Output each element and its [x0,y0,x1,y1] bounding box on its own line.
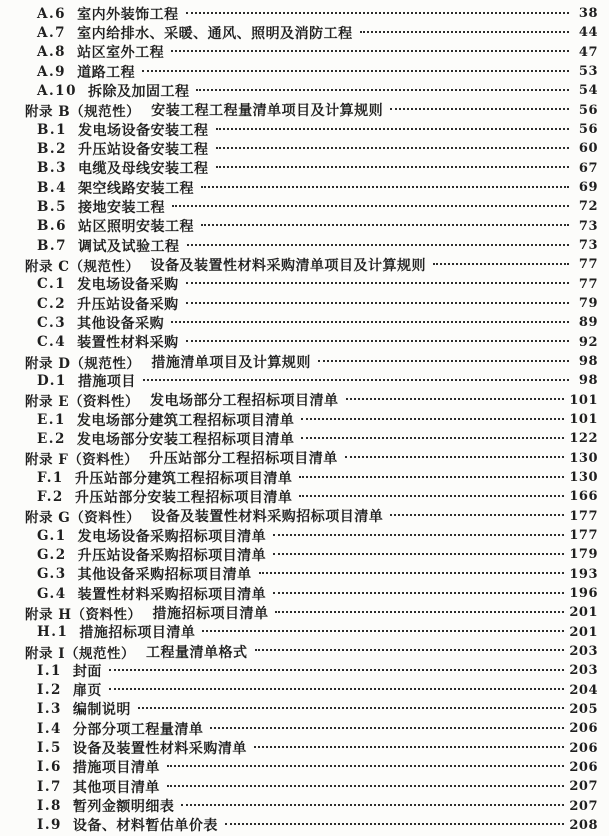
toc-entry-number: 附录 I（规范性） [25,645,136,662]
toc-entry [0,700,609,719]
toc-entry [0,623,609,642]
toc-entry-page: 122 [569,431,598,447]
toc-entry [0,62,609,81]
toc-entry-title: 发电场部分建筑工程招标项目清单 [76,412,295,429]
toc-entry [0,545,609,564]
toc-entry [0,410,609,429]
dot-leader [187,244,569,246]
toc-entry [0,468,609,487]
dot-leader [273,553,564,555]
toc-entry-page: 77 [578,276,598,292]
toc-entry [0,120,609,139]
dot-leader [138,707,564,709]
toc-entry-page: 205 [569,701,598,717]
toc-entry [0,371,609,390]
toc-entry-number: H.1 [37,624,69,641]
toc-entry-number: B.5 [37,198,68,215]
toc-entry-title: 架空线路安装工程 [78,180,195,197]
toc-entry-page: 89 [578,315,598,331]
toc-entry [0,738,609,757]
toc-entry-title: 措施招标项目清单 [79,625,196,642]
toc-entry [0,777,609,796]
toc-entry-number: G.3 [37,566,67,583]
toc-entry-number: I.8 [37,798,62,815]
dot-leader [181,804,564,806]
dot-leader [390,108,569,110]
toc-entry [0,139,609,158]
toc-entry-number: G.1 [37,527,67,544]
toc-entry [0,526,609,545]
dot-leader [433,263,569,265]
toc-entry-number: A.8 [37,44,67,61]
toc-entry [0,294,609,313]
toc-entry-title: 措施清单项目及计算规则 [151,354,311,371]
toc-entry [0,758,609,777]
dot-leader [216,128,569,130]
toc-entry-page: 101 [569,392,598,408]
toc-entry [0,23,609,42]
dot-leader [318,360,569,362]
toc-entry-number: I.7 [37,778,62,795]
toc-entry [0,642,609,661]
toc-entry-number: 附录 D（规范性） [25,355,141,372]
dot-leader [167,765,564,767]
toc-entry [0,487,609,506]
toc-entry-number: 附录 E（资料性） [25,394,139,411]
toc-entry [0,352,609,371]
toc-entry-title: 措施招标项目清单 [152,605,269,622]
toc-entry-page: 206 [569,721,598,737]
toc-entry [0,816,609,835]
toc-entry-number: I.6 [37,759,62,776]
toc-entry-page: 79 [578,296,598,312]
toc-entry-page: 196 [569,586,598,601]
toc-entry-title: 道路工程 [77,64,136,81]
toc-entry-page: 77 [578,257,598,273]
toc-entry-number: B.2 [37,140,68,157]
toc-entry-number: C.2 [37,295,67,312]
toc-entry [0,449,609,468]
dot-leader [172,205,569,207]
dot-leader [171,50,569,52]
toc-entry-title: 安装工程工程量清单项目及计算规则 [151,103,384,120]
toc-entry-page: 69 [578,180,598,196]
toc-entry-title: 编制说明 [72,702,131,719]
toc-entry-page: 207 [569,798,598,814]
toc-entry-number: C.1 [37,276,67,293]
toc-entry-number: A.10 [37,82,77,99]
toc-entry [0,565,609,584]
toc-entry-number: D.1 [37,372,67,389]
toc-entry-page: 47 [578,44,598,60]
toc-entry-number: I.1 [37,662,62,679]
toc-entry-title: 其他设备采购 [77,315,165,332]
toc-entry-number: F.2 [37,488,64,505]
toc-entry-page: 201 [569,624,598,640]
toc-entry-page: 67 [578,160,598,176]
toc-entry-number: G.4 [37,585,67,602]
dot-leader [216,166,569,168]
toc-entry-title: 装置性材料采购招标项目清单 [77,586,267,603]
toc-entry [0,101,609,120]
toc-entry-title: 发电场部分工程招标项目清单 [150,393,339,410]
toc-entry-page: 207 [569,779,598,795]
toc-entry-title: 其他设备采购招标项目清单 [77,567,252,584]
toc-entry-page: 101 [569,412,598,428]
toc-entry-title: 电缆及母线安装工程 [78,161,209,178]
dot-leader [186,282,569,284]
toc-entry-page: 54 [578,83,598,99]
toc-entry-page: 206 [569,740,598,756]
toc-entry-page: 130 [569,450,598,466]
toc-entry-number: 附录 G（资料性） [25,510,141,527]
dot-leader [216,147,569,149]
dot-leader [143,379,569,381]
toc-entry-number: I.2 [37,682,62,699]
dot-leader [275,611,564,613]
dot-leader [390,514,564,516]
toc-entry-page: 166 [569,489,598,505]
toc-entry-title: 暂列金额明细表 [72,799,175,816]
toc-entry [0,680,609,699]
dot-leader [210,727,564,729]
toc-entry-title: 设备及装置性材料采购招标项目清单 [151,509,384,526]
toc-entry [0,43,609,62]
dot-leader [171,321,569,323]
toc-entry-number: I.9 [37,817,62,834]
toc-entry-title: 设备及装置性材料采购清单项目及计算规则 [150,257,426,274]
toc-entry-page: 203 [569,663,598,679]
dot-leader [273,592,564,594]
toc-entry [0,217,609,236]
toc-entry-number: A.7 [37,24,67,41]
toc-entry [0,719,609,738]
toc-entry-number: 附录 B（规范性） [25,104,141,121]
toc-entry [0,275,609,294]
toc-entry-number: B.4 [37,179,68,196]
toc-entry-title: 发电场设备采购招标项目清单 [77,528,267,545]
toc-entry-page: 53 [578,64,598,80]
toc-entry-title: 拆除及加固工程 [87,83,190,100]
toc-entry-title: 发电场部分安装工程招标项目清单 [76,431,295,448]
toc-entry-title: 升压站设备安装工程 [78,141,209,158]
dot-leader [301,418,564,420]
toc-entry-page: 177 [569,508,598,524]
toc-entry-title: 措施项目清单 [72,760,160,777]
dot-leader [301,437,564,439]
toc-entry-page: 208 [569,817,598,833]
dot-leader [167,785,564,787]
toc-entry-number: B.1 [37,121,68,138]
toc-entry-page: 204 [569,682,598,698]
toc-entry-number: 附录 H（资料性） [25,606,142,623]
toc-entry-title: 站区照明安装工程 [78,219,195,236]
toc-entry-number: C.3 [37,314,67,331]
toc-entry-number: I.5 [37,740,62,757]
toc-entry-page: 98 [578,354,598,370]
toc-entry [0,333,609,352]
toc-entry-page: 203 [569,643,598,659]
toc-entry [0,584,609,603]
table-of-contents [0,4,609,835]
toc-entry-title: 升压站部分安装工程招标项目清单 [74,489,293,506]
toc-entry-title: 扉页 [72,683,102,700]
toc-entry-page: 38 [578,6,598,22]
toc-entry-number: G.2 [37,546,67,563]
toc-entry-title: 分部分项工程量清单 [72,721,204,738]
toc-entry-title: 升压站设备采购招标项目清单 [77,547,267,564]
toc-entry-title: 室内外装饰工程 [77,6,179,23]
toc-entry-title: 发电场设备安装工程 [78,122,209,139]
toc-entry-number: C.4 [37,334,67,351]
toc-entry-number: E.2 [37,430,66,447]
toc-entry-page: 179 [569,547,598,563]
toc-entry-number: I.4 [37,720,62,737]
toc-entry [0,236,609,255]
toc-entry [0,255,609,274]
toc-entry-page: 206 [569,759,598,775]
toc-entry-number: A.6 [37,5,67,22]
toc-entry-number: B.7 [37,237,68,254]
dot-leader [186,12,569,14]
dot-leader [109,669,564,671]
toc-entry-page: 98 [578,373,598,389]
dot-leader [273,534,564,536]
toc-entry [0,661,609,680]
toc-entry-title: 调试及试验工程 [78,238,180,255]
toc-entry-title: 封面 [72,663,102,680]
toc-entry-title: 发电场设备采购 [77,277,179,294]
toc-entry [0,796,609,815]
dot-leader [186,340,569,342]
toc-entry-page: 92 [578,334,598,350]
dot-leader [299,495,564,497]
toc-entry-title: 工程量清单格式 [146,644,248,661]
dot-leader [346,398,565,400]
dot-leader [254,746,564,748]
toc-entry-title: 室内给排水、采暖、通风、照明及消防工程 [77,26,353,42]
toc-entry-number: 附录 C（规范性） [25,258,140,275]
toc-entry-title: 其他项目清单 [72,779,160,796]
dot-leader [109,688,564,690]
toc-entry-number: E.1 [37,411,66,428]
toc-entry-page: 72 [578,199,598,215]
dot-leader [255,649,565,651]
dot-leader [186,302,569,304]
toc-entry-page: 177 [569,528,598,544]
toc-entry-page: 56 [578,122,598,138]
toc-entry [0,197,609,216]
toc-entry-title: 站区室外工程 [77,45,165,62]
toc-entry-title: 升压站部分工程招标项目清单 [149,451,338,468]
dot-leader [202,630,564,632]
toc-entry [0,4,609,23]
toc-entry-number: F.1 [37,469,64,486]
dot-leader [201,186,569,188]
toc-entry-number: B.3 [37,160,68,177]
toc-entry [0,178,609,197]
dot-leader [345,456,565,458]
toc-entry [0,507,609,526]
dot-leader [360,31,569,33]
toc-entry [0,313,609,332]
toc-entry-page: 44 [578,25,598,41]
toc-entry [0,81,609,100]
dot-leader [142,70,569,72]
toc-entry-title: 措施项目 [77,373,136,390]
toc-entry-number: A.9 [37,63,67,80]
dot-leader [259,572,565,574]
toc-entry [0,603,609,622]
toc-entry-page: 60 [578,141,598,157]
toc-entry-number: B.6 [37,218,68,235]
toc-entry-page: 73 [578,218,598,234]
dot-leader [201,224,569,226]
dot-leader [225,823,564,825]
toc-entry-title: 装置性材料采购 [77,335,179,352]
toc-entry-page: 56 [578,102,598,118]
toc-entry-page: 130 [569,470,598,486]
toc-entry-page: 73 [578,238,598,254]
dot-leader [196,89,569,91]
toc-entry-title: 升压站部分建筑工程招标项目清单 [74,470,293,487]
toc-entry [0,429,609,448]
dot-leader [299,476,564,478]
toc-entry-title: 设备、材料暂估单价表 [72,818,218,835]
toc-entry-title: 升压站设备采购 [77,296,179,313]
toc-entry-page: 201 [569,605,598,621]
toc-entry-page: 193 [569,566,598,582]
toc-entry-number: I.3 [37,701,62,718]
toc-entry [0,159,609,178]
toc-entry [0,391,609,410]
toc-entry-title: 接地安装工程 [78,199,166,216]
toc-entry-title: 设备及装置性材料采购清单 [72,741,247,758]
toc-entry-number: 附录 F（资料性） [25,452,139,469]
